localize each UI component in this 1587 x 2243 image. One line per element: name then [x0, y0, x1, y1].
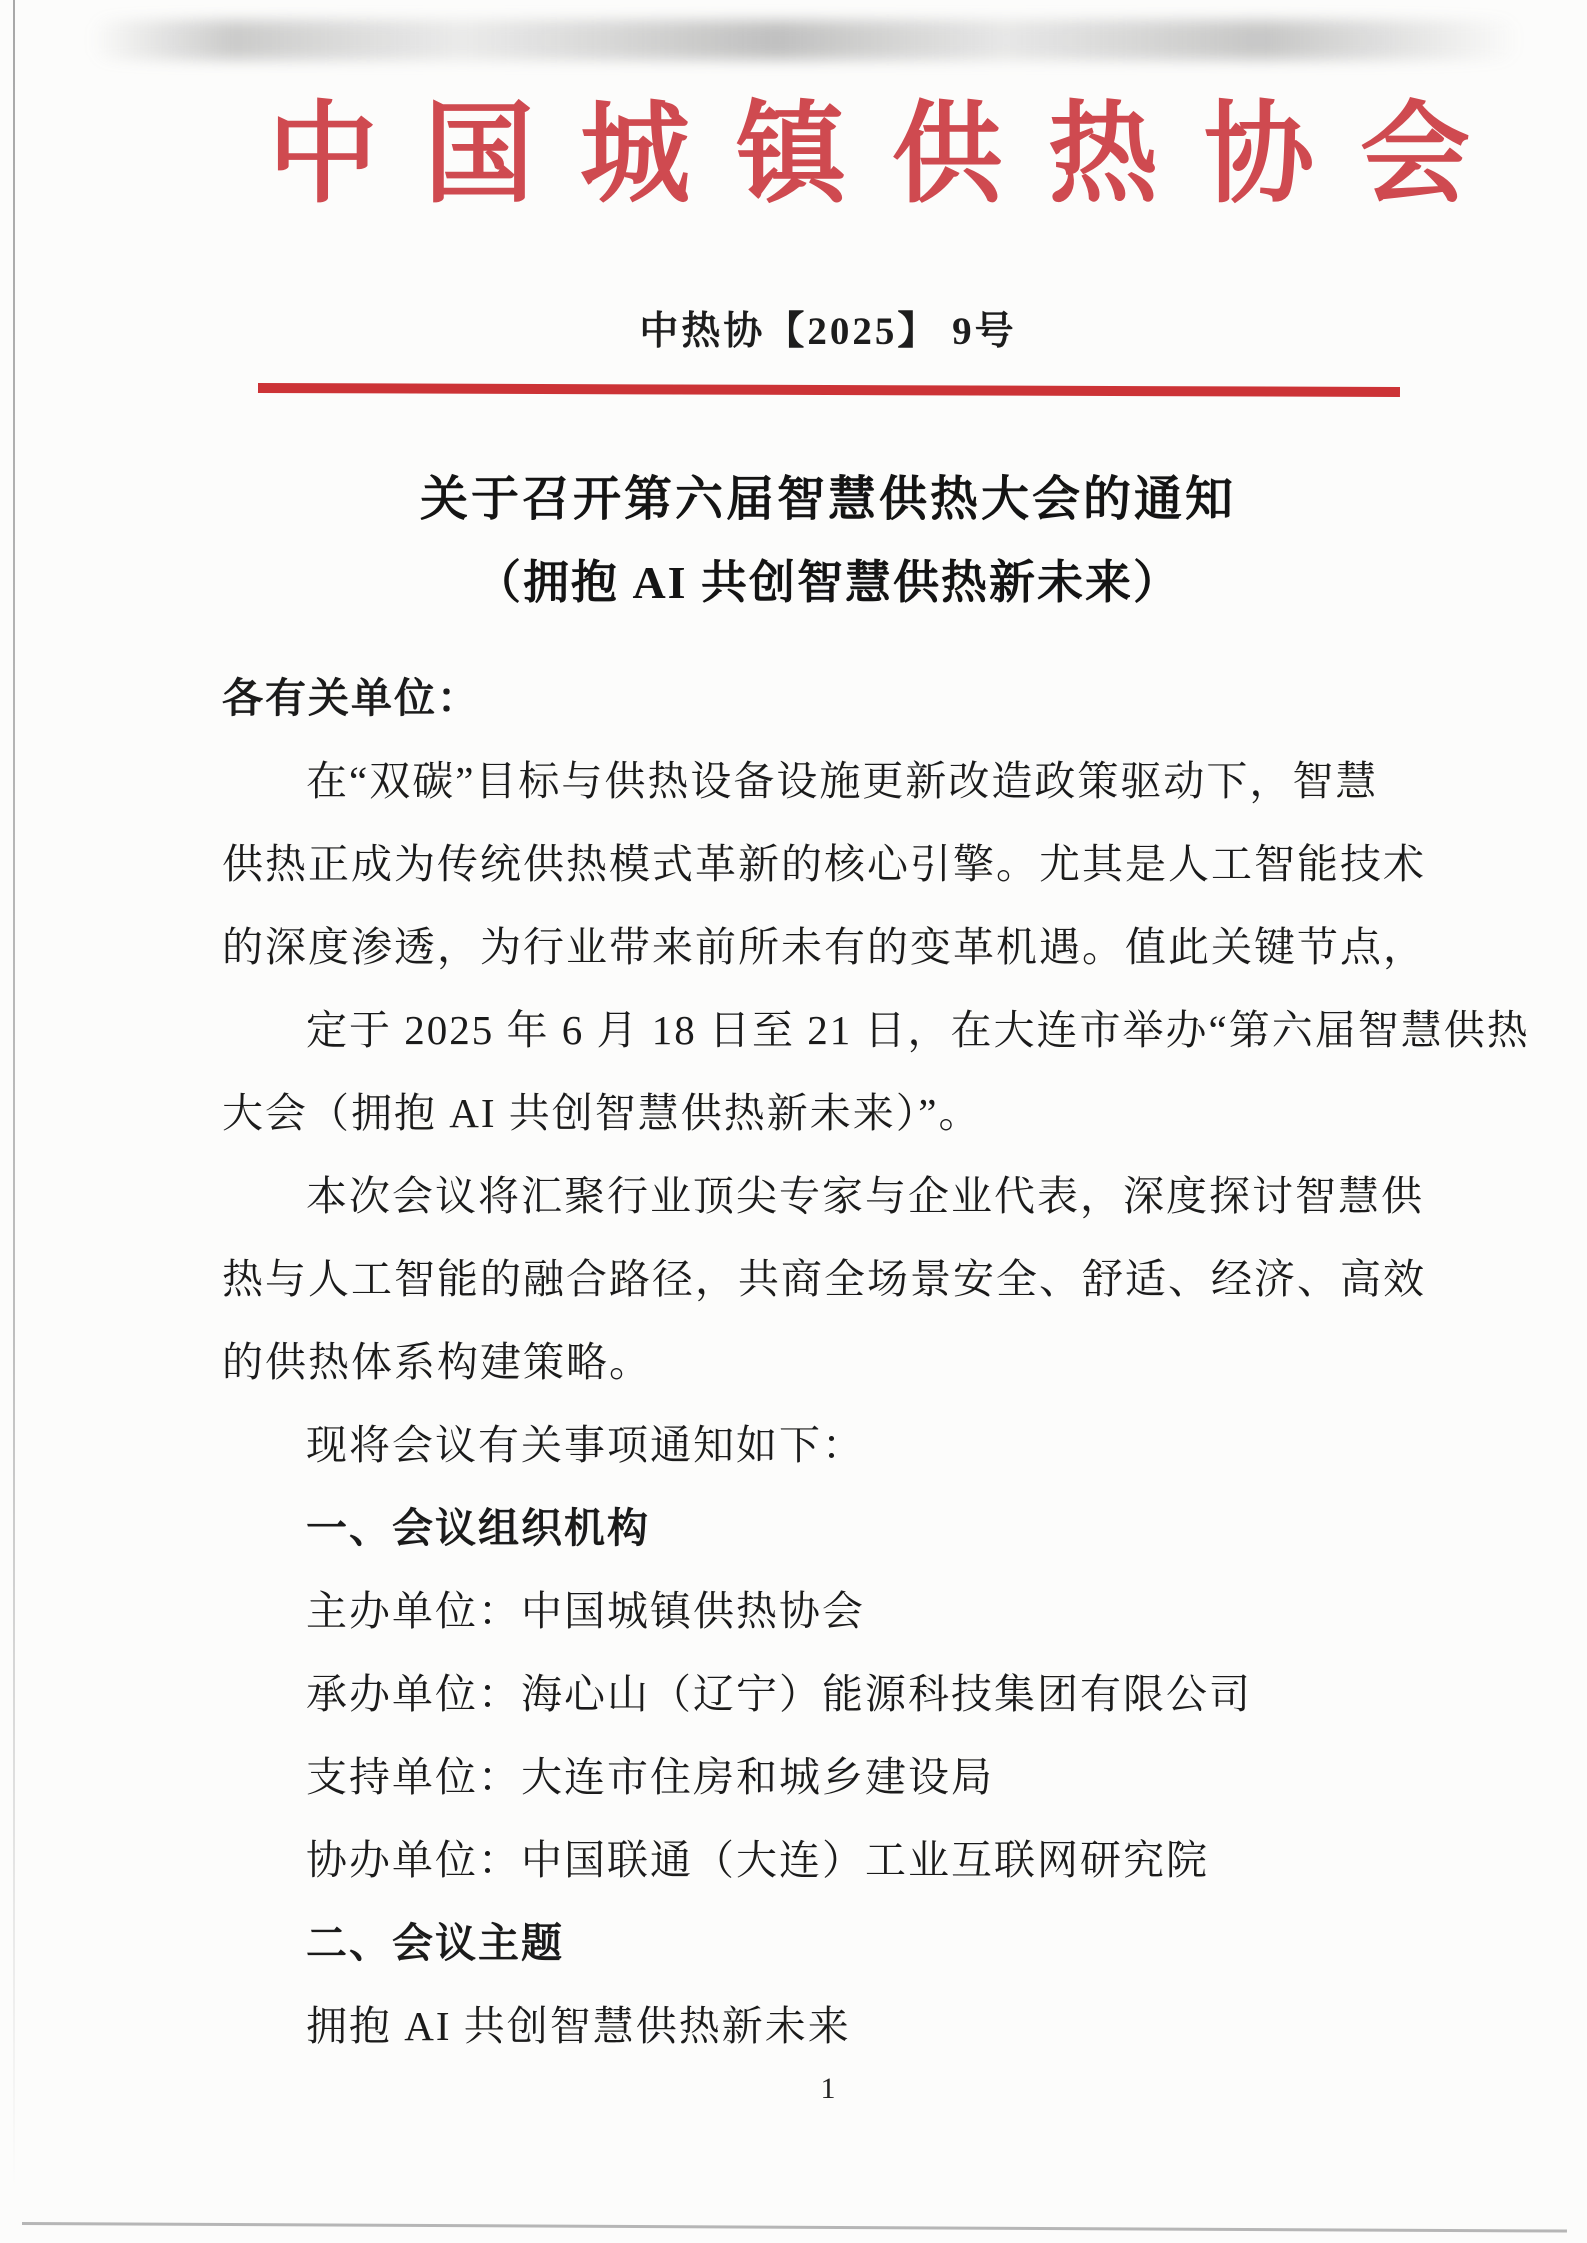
- section-heading-1: 一、会议组织机构: [306, 1505, 650, 1551]
- paragraph-line: 大会（拥抱 AI 共创智慧供热新未来）”。: [222, 1090, 982, 1136]
- paragraph-line: 的深度渗透，为行业带来前所未有的变革机遇。值此关键节点，: [222, 924, 1426, 970]
- paragraph-line: 在“双碳”目标与供热设备设施更新改造政策驱动下，智慧: [306, 758, 1379, 804]
- co-organizer-unit-line: 协办单位：中国联通（大连）工业互联网研究院: [306, 1837, 1209, 1883]
- paragraph-line: 现将会议有关事项通知如下：: [306, 1422, 865, 1468]
- conference-theme-line: 拥抱 AI 共创智慧供热新未来: [306, 2003, 851, 2049]
- letterhead-red-rule: [258, 383, 1400, 397]
- page-edge-left: [13, 0, 15, 2190]
- page-edge-bottom: [22, 2222, 1567, 2233]
- organization-name: 中国城镇供热协会: [268, 94, 1516, 216]
- page-number: 1: [820, 2072, 836, 2105]
- organizer-unit-line: 承办单位：海心山（辽宁）能源科技集团有限公司: [306, 1671, 1252, 1717]
- paragraph-line: 供热正成为传统供热模式革新的核心引擎。尤其是人工智能技术: [222, 841, 1426, 887]
- document-subtitle: （拥抱 AI 共创智慧供热新未来）: [474, 557, 1182, 608]
- section-heading-2: 二、会议主题: [306, 1920, 564, 1966]
- host-unit-line: 主办单位：中国城镇供热协会: [306, 1588, 865, 1634]
- scan-shadow-top: [90, 20, 1520, 60]
- document-body: [222, 657, 1530, 2068]
- support-unit-line: 支持单位：大连市住房和城乡建设局: [306, 1754, 994, 1800]
- paragraph-line: 的供热体系构建策略。: [222, 1339, 652, 1385]
- paragraph-line: 热与人工智能的融合路径，共商全场景安全、舒适、经济、高效: [222, 1256, 1426, 1302]
- salutation: 各有关单位：: [222, 675, 480, 721]
- document-number: 中热协【2025】 9号: [639, 310, 1017, 353]
- paragraph-line: 本次会议将汇聚行业顶尖专家与企业代表，深度探讨智慧供: [306, 1173, 1424, 1219]
- document-title: 关于召开第六届智慧供热大会的通知: [419, 473, 1236, 526]
- paragraph-line: 定于 2025 年 6 月 18 日至 21 日，在大连市举办“第六届智慧供热: [306, 1007, 1530, 1053]
